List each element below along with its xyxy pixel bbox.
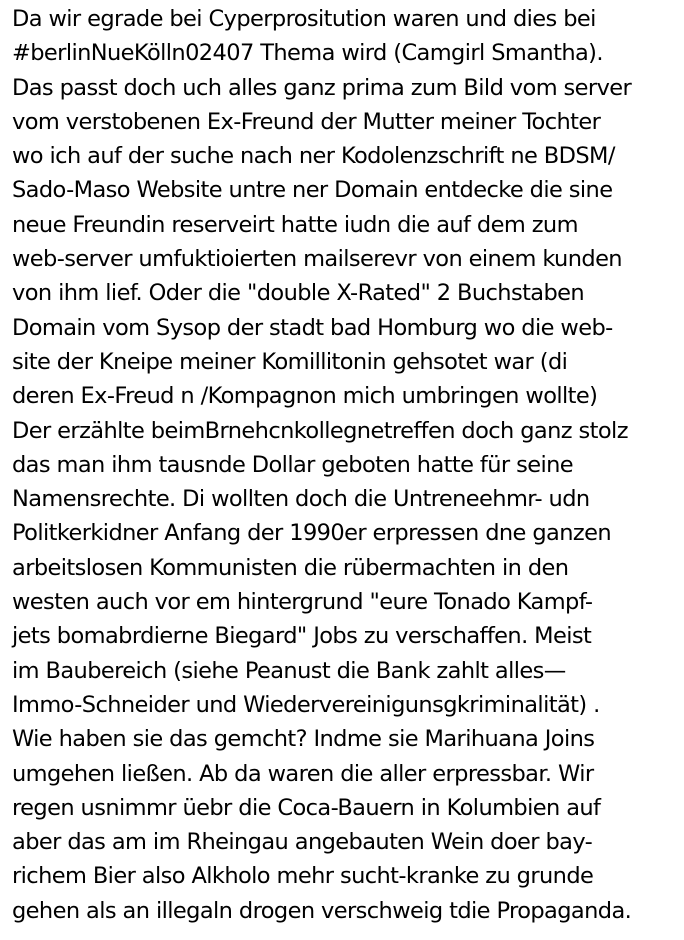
text-line-17: arbeitslosen Kommunisten die rübermachten in den xyxy=(12,554,569,581)
text-line-9: von ihm lief. Oder die "double X-Rated" 2 Buchstaben xyxy=(12,280,585,307)
text-line-24: regen usnimmr üebr die Coca-Bauern in Kolumbien auf xyxy=(12,794,601,821)
text-line-25: aber das am im Rheingau angebauten Wein doer bay- xyxy=(12,829,593,856)
text-line-21: Immo-Schneider und Wiedervereinigunsgkriminalität) . xyxy=(12,691,600,718)
text-line-20: im Baubereich (siehe Peanust die Bank zahlt alles— xyxy=(12,657,566,684)
text-line-14: das man ihm tausnde Dollar geboten hatte für seine xyxy=(12,451,573,478)
text-line-22: Wie haben sie das gemcht? Indme sie Marihuana Joins xyxy=(12,726,595,753)
text-line-6: Sado-Maso Website untre ner Domain entdecke die sine xyxy=(12,177,613,204)
text-line-15: Namensrechte. Di wollten doch die Untreneehmr- udn xyxy=(12,486,590,513)
text-line-16: Politkerkidner Anfang der 1990er erpressen dne ganzen xyxy=(12,520,611,547)
text-line-26: richem Bier also Alkholo mehr sucht-kranke zu grunde xyxy=(12,863,594,890)
body-text xyxy=(12,2,684,928)
text-line-8: web-server umfuktioierten mailserevr von einem kunden xyxy=(12,246,622,273)
text-line-3: Das passt doch uch alles ganz prima zum Bild vom server xyxy=(12,74,632,101)
text-line-4: vom verstobenen Ex-Freund der Mutter meiner Tochter xyxy=(12,108,601,135)
text-line-11: site der Kneipe meiner Komillitonin gehsotet war (di xyxy=(12,348,568,375)
text-line-7: neue Freundin reserveirt hatte iudn die auf dem zum xyxy=(12,211,578,238)
text-line-13: Der erzählte beimBrnehcnkollegnetreffen doch ganz stolz xyxy=(12,417,628,444)
text-line-27: gehen als an illegaln drogen verschweig tdie Propaganda. xyxy=(12,897,632,924)
text-line-5: wo ich auf der suche nach ner Kodolenzschrift ne BDSM/ xyxy=(12,143,615,170)
text-line-23: umgehen ließen. Ab da waren die aller erpressbar. Wir xyxy=(12,760,594,787)
text-line-1: Da wir egrade bei Cyperprositution waren und dies bei xyxy=(12,6,596,32)
text-line-12: deren Ex-Freud n /Kompagnon mich umbringen wollte) xyxy=(12,383,598,410)
text-line-18: westen auch vor em hintergrund "eure Tonado Kampf- xyxy=(12,589,593,616)
text-line-19: jets bomabrdierne Biegard" Jobs zu verschaffen. Meist xyxy=(12,623,592,650)
text-line-10: Domain vom Sysop der stadt bad Homburg wo die web- xyxy=(12,314,613,341)
text-line-2: #berlinNueKölln02407 Thema wird (Camgirl Smantha). xyxy=(12,40,603,67)
